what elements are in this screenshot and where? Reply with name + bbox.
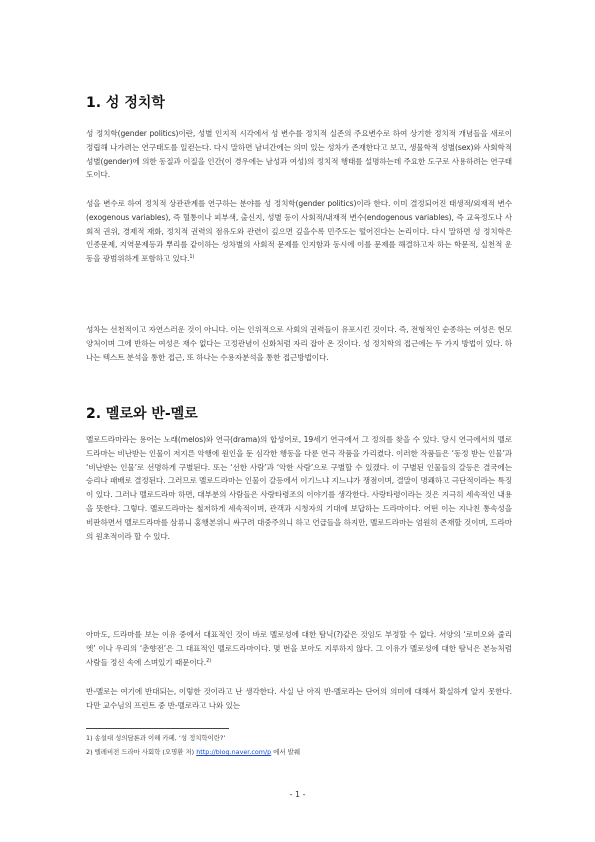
section-1-paragraph-1: 성 정치학(gender politics)이란, 성별 인지적 시각에서 성 변수를 정치적 실존의 주요변수로 하여 상기한 정치적 개념들을 새로이 정립해 나가려는 연구태도를 일컫는다. 다시 말하면 남녀간에는 의미 있는 성차가 존재한다고 보고, 생물학적 성별(sex)와 사회학적 성별(gender)에 의한 동질과 이질을 인간(이 경우에는 남성과 여성)의 정치적 행태를 설명하는데 주요한 도구로 사용하려는 연구태도이다. <box>86 129 512 180</box>
section-2-title: 2. 멜로와 반-멜로 <box>86 406 198 422</box>
footnote-2: 2) 텔레비전 드라마 사회학 (오명환 저) http://blog.naver.com/p 에서 발췌 <box>86 748 301 756</box>
footnote-1: 1) 송설대 성의담론과 이해 카페, ‘성 정치학이란?’ <box>86 734 226 742</box>
section-2-paragraph-3: 반-멜로는 여기에 반대되는, 이렇한 것이라고 난 생각한다. 사실 난 아직 반-멜로라는 단어의 의미에 대해서 확실하게 알지 못한다. 다만 교수님의 프린트 중 반-멜로라고 나와 있는 <box>86 687 512 710</box>
section-1-title: 1. 성 정치학 <box>86 95 165 111</box>
footnote-mark-2: 2) <box>206 657 212 664</box>
section-2-paragraph-2: 아마도, 드라마를 보는 이유 중에서 대표적인 것이 바로 멜로성에 대한 탐닉(?)같은 것임도 부정할 수 없다. 서양의 ‘로미오와 줄리엣’ 이나 우리의 ‘춘향전’은 그 대표적인 멜로드라마이다. 몇 번을 보아도 지루하지 않다. 그 이유가 멜로성에 대한 탐닉은 본능처럼 사람들 정신 속에 스며있기 때문이다.$^{2)}$ <box>86 630 512 667</box>
footnote-divider <box>86 728 229 729</box>
section-1-paragraph-3: 성차는 선천적이고 자연스러운 것이 아니다. 이는 인위적으로 사회의 권력들이 유포시킨 것이다. 즉, 전형적인 순종하는 여성은 현모양처이며 그에 반하는 여성은 재수 없다는 고정관념이 신화처럼 자리 잡아 온 것이다. 성 정치학의 접근에는 두 가지 방법이 있다. 하나는 텍스트 분석을 통한 접근, 또 하나는 수용자분석을 통한 접근방법이다. <box>86 325 512 362</box>
footnote-mark-1: 1) <box>189 254 195 261</box>
page-number: - 1 - <box>289 790 306 799</box>
section-1-paragraph-2: 성을 변수로 하여 정치적 상관관계를 연구하는 분야를 성 정치학(gender politics)이라 한다. 이미 결정되어진 태생적/외재적 변수(exogenous variables), 즉 혈통이나 피부색, 출신지, 성별 등이 사회적/내재적 변수(endogenous variables), 즉 교육정도나 사회적 권위, 경제적 재화, 정치적 권력의 점유도와 관련이 깊으면 깊을수록 민주도는 떨어진다는 논리이다. 다시 말하면 성 정치학은 인종문제, 지역문제등과 뿌리를 같이하는 성차별의 사회적 문제를 인지함과 동시에 이를 문제를 해결하고자 하는 학문적, 실천적 운동을 광범위하게 포함하고 있다.$^{1)}$ <box>86 199 512 264</box>
footnote-2-link[interactable]: http://blog.naver.com/p <box>196 748 272 756</box>
section-2-paragraph-1: 멜로드라마라는 용어는 노래(melos)와 연극(drama)의 합성어로, 19세기 연극에서 그 정의를 찾을 수 있다. 당시 연극에서의 멜로드라마는 비난받는 인물이 저지른 악행에 원인을 둔 심각한 행동을 다룬 연극 작품을 가리켰다. 이러한 작품들은 ‘동정 받는 인물’과 ‘비난받는 인물’로 선명하게 구별된다. 또는 ‘선한 사람’과 ‘악한 사람’으로 구별할 수 있겠다. 이 구별된 인물들의 갈등은 결국에는 승리나 패배로 결정된다. 그러므로 멜로드라마는 인물이 갈등에서 이기느냐 지느냐가 쟁점이며, 결말이 명쾌하고 극단적이라는 특징이 있다. 그러나 멜로드라마 하면, 대부분의 사람들은 사랑타령조의 이야기를 생각한다. 사랑타령이라는 것은 지극히 세속적인 내용을 뜻한다. 그렇다. 멜로드라마는 철저하게 세속적이며, 관객과 시청자의 기대에 보답하는 드라마이다. 어떤 이는 지나친 통속성을 비판하면서 멜로드라마를 삼류니 홍행본위니 싸구려 대중주의니 하고 언급들을 하지만, 멜로드라마는 엄원히 존재할 것이며, 드라마의 원초적이라 할 수 있다. <box>86 435 512 541</box>
